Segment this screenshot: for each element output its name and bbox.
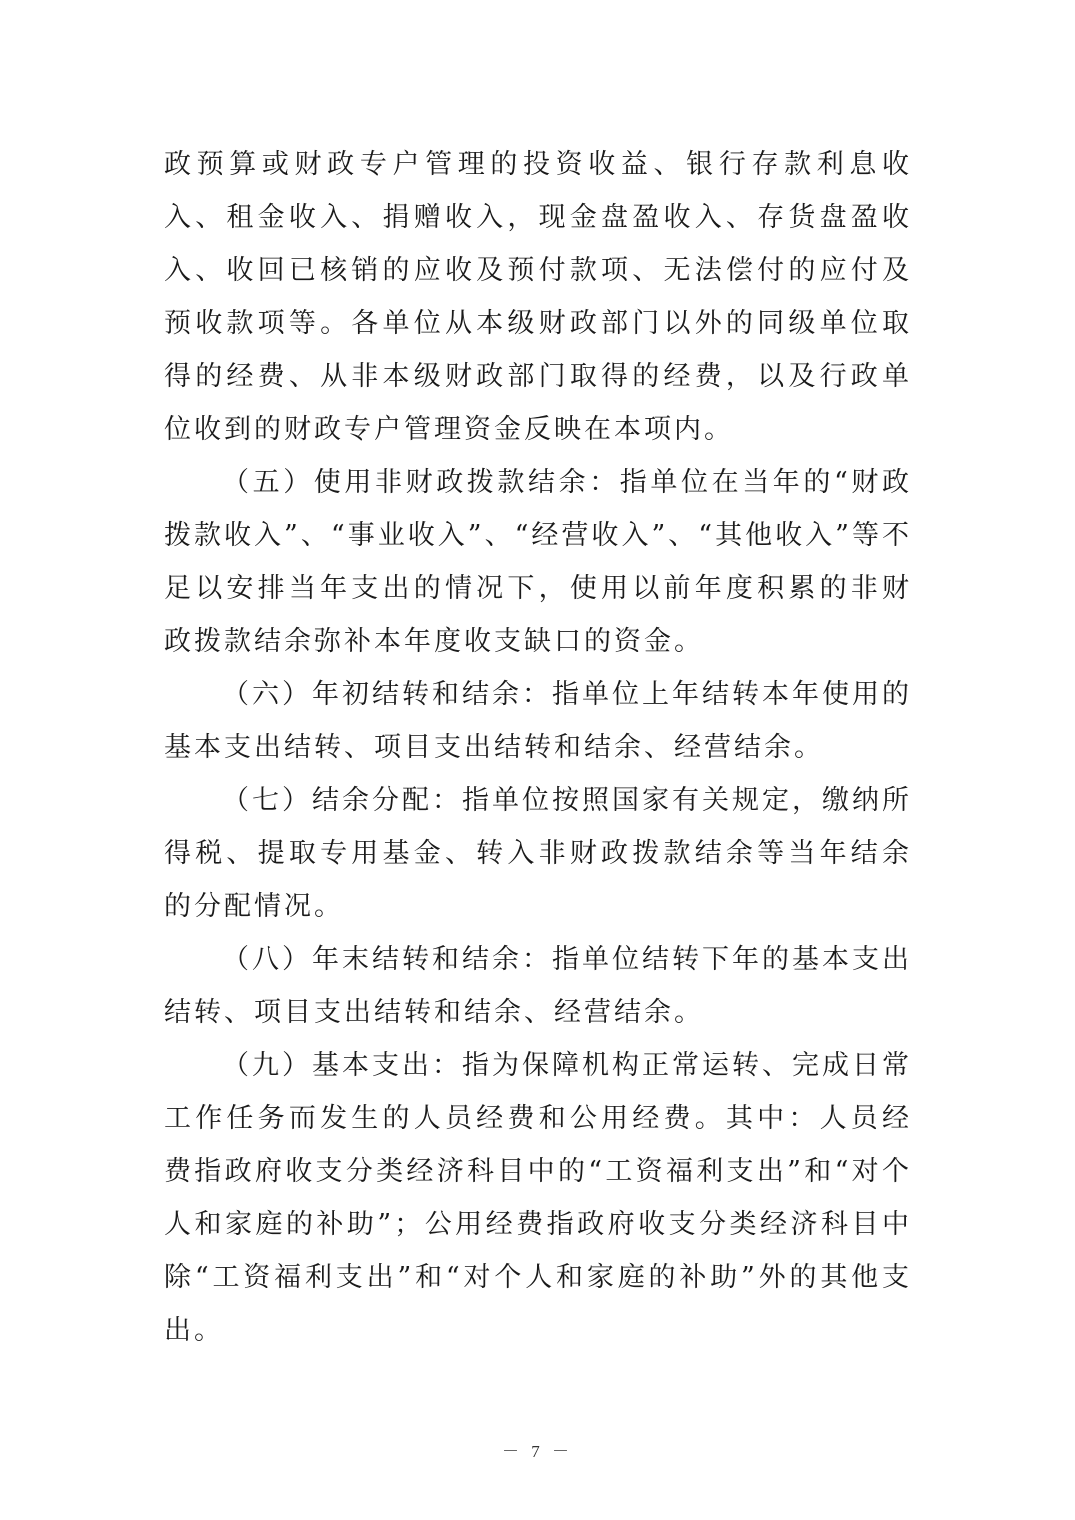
- paragraph-item-9: （九）基本支出：指为保障机构正常运转、完成日常工作任务而发生的人员经费和公用经费。其中：人员经费指政府收支分类经济科目中的“工资福利支出”和“对个人和家庭的补助”；公用经费指政府收支分类经济科目中除“工资福利支出”和“对个人和家庭的补助”外的其他支出。: [164, 1050, 912, 1346]
- document-body: [164, 138, 912, 1357]
- paragraph-item-5: （五）使用非财政拨款结余：指单位在当年的“财政拨款收入”、“事业收入”、“经营收入”、“其他收入”等不足以安排当年支出的情况下，使用以前年度积累的非财政拨款结余弥补本年度收支缺口的资金。: [164, 467, 912, 657]
- paragraph-item-7: （七）结余分配：指单位按照国家有关规定，缴纳所得税、提取专用基金、转入非财政拨款结余等当年结余的分配情况。: [164, 785, 912, 922]
- page-number: － 7 －: [502, 1442, 573, 1461]
- paragraph-continuation: 政预算或财政专户管理的投资收益、银行存款利息收入、租金收入、捐赠收入，现金盘盈收入、存货盘盈收入、收回已核销的应收及预付款项、无法偿付的应付及预收款项等。各单位从本级财政部门以外的同级单位取得的经费、从非本级财政部门取得的经费，以及行政单位收到的财政专户管理资金反映在本项内。: [164, 149, 912, 445]
- paragraph-item-6: （六）年初结转和结余：指单位上年结转本年使用的基本支出结转、项目支出结转和结余、经营结余。: [164, 679, 912, 763]
- paragraph-item-8: （八）年末结转和结余：指单位结转下年的基本支出结转、项目支出结转和结余、经营结余。: [164, 944, 912, 1028]
